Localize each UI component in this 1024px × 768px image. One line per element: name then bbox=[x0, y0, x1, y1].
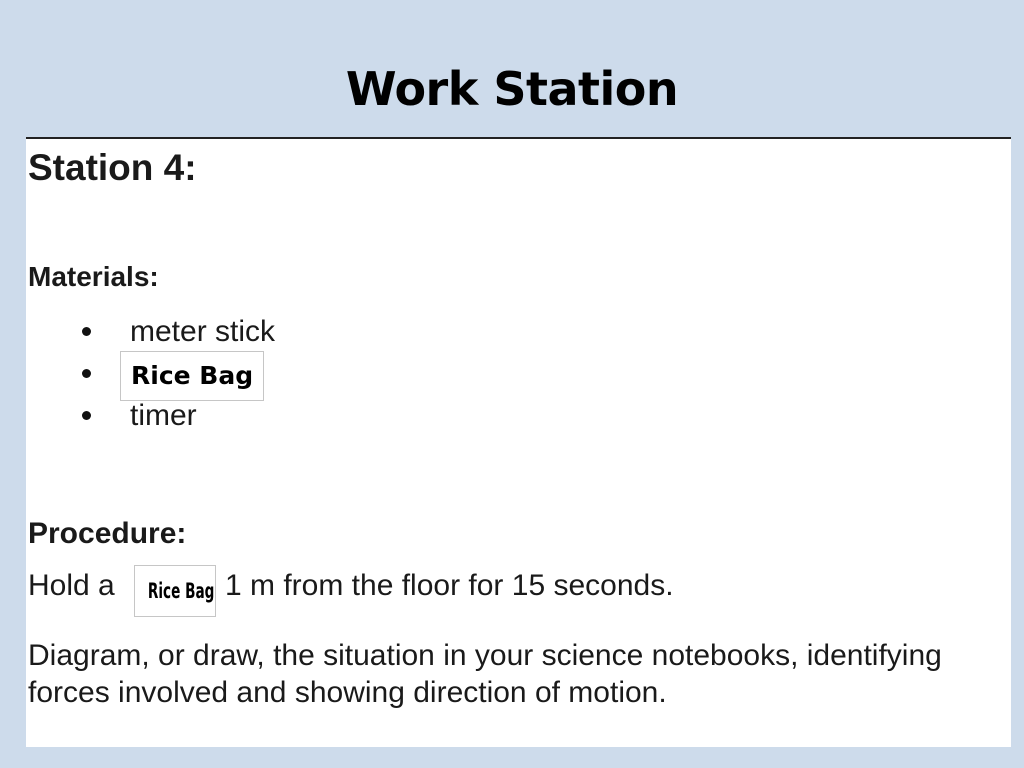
bullet-icon bbox=[82, 327, 91, 336]
slide-title: Work Station bbox=[345, 62, 679, 116]
procedure-text-after: 1 m from the floor for 15 seconds. bbox=[225, 569, 674, 602]
procedure-step-diagram: Diagram, or draw, the situation in your science notebooks, identifying forces involved and showing direction of motion. bbox=[28, 639, 942, 709]
bullet-icon bbox=[82, 369, 91, 378]
procedure-rice-bag-text: Rice Bag bbox=[147, 579, 215, 603]
station-heading: Station 4: bbox=[28, 147, 197, 188]
procedure-rice-bag-label bbox=[134, 565, 216, 617]
procedure-text-before: Hold a bbox=[28, 569, 115, 602]
bullet-icon bbox=[82, 411, 91, 420]
material-rice-bag-label: Rice Bag bbox=[120, 351, 264, 401]
materials-heading: Materials: bbox=[28, 261, 159, 292]
procedure-heading: Procedure: bbox=[28, 517, 187, 550]
material-timer: timer bbox=[130, 399, 197, 432]
material-meter-stick: meter stick bbox=[130, 315, 276, 348]
worksheet-panel bbox=[26, 137, 1011, 747]
